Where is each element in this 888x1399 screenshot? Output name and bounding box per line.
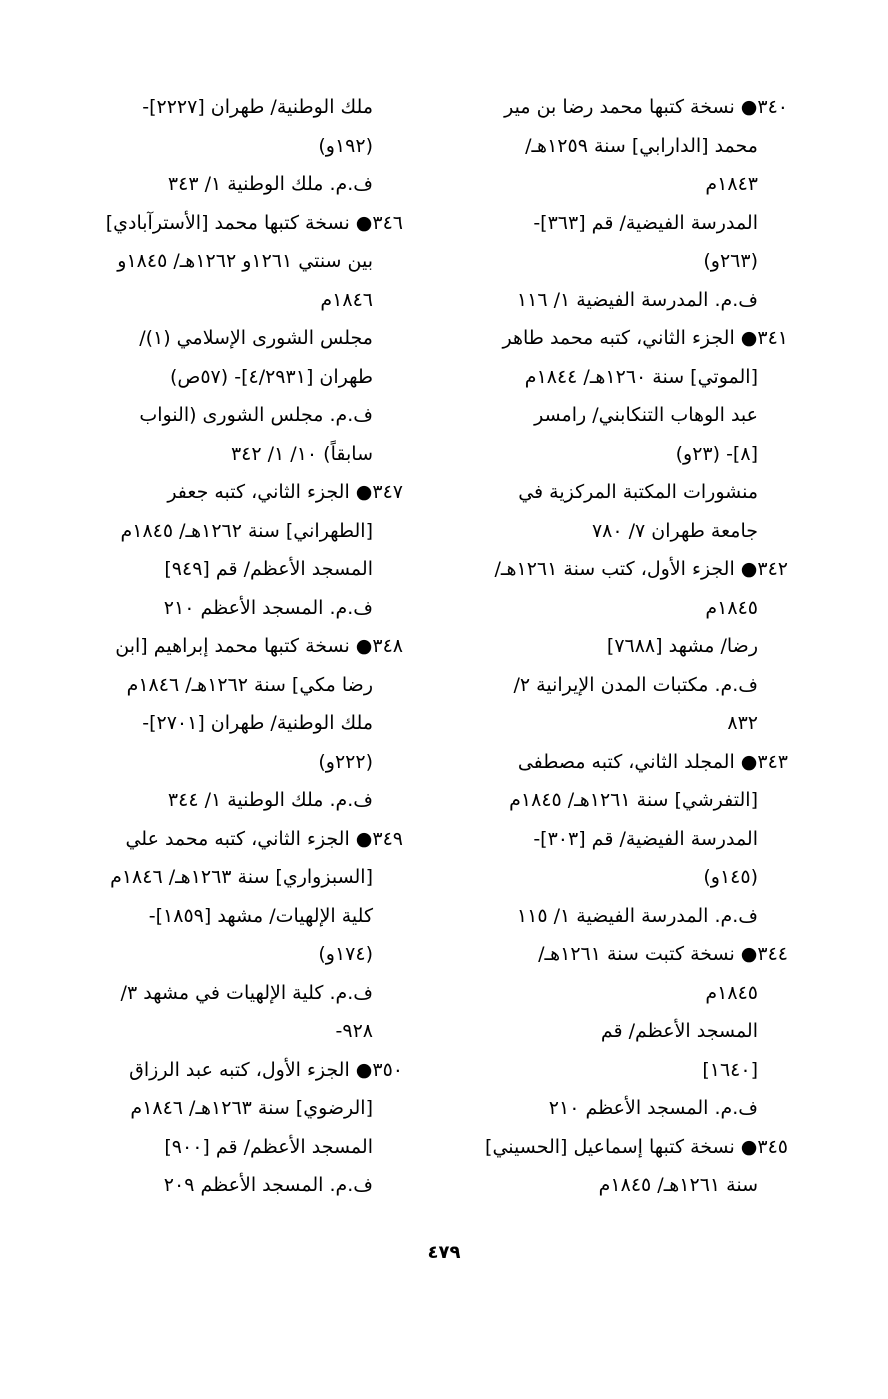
right-column [443,88,788,1205]
entry-line: المدرسة الفيضية/ قم [٣٦٣]- [533,211,758,234]
entry-line: [١٦٤٠] [702,1058,758,1081]
entry-line: ف.م. مجلس الشورى (النواب [139,404,373,426]
entry-line: [الرضوي] سنة ١٢٦٣هـ/ ١٨٤٦م [130,1097,373,1119]
entry-line: ١٨٤٥م [705,596,758,619]
entry-heading-line: ٣٤٥● نسخة كتبها إسماعيل [الحسيني] [485,1135,788,1158]
entry-line: كلية الإلهيات/ مشهد [١٨٥٩]- [148,904,373,927]
entry-line: [الطهراني] سنة ١٢٦٢هـ/ ١٨٤٥م [120,519,373,542]
entry-line: ١٨٤٣م [705,173,758,195]
entry-line: (١٧٤و) [318,943,373,965]
entry-line: المدرسة الفيضية/ قم [٣٠٣]- [533,827,758,850]
entry-line: المسجد الأعظم/ قم [600,1020,758,1042]
entry-heading-line: ٣٤٦● نسخة كتبها محمد [الأسترآبادي] [105,211,403,234]
entry-line: ٩٢٨- [335,1020,373,1042]
entry-line: ف.م. كلية الإلهيات في مشهد ٣/ [120,981,373,1004]
entry-line: ١٨٤٥م [705,981,758,1004]
entry-line: المسجد الأعظم/ قم [٩٤٩] [164,558,373,580]
reference-line: ف.م. المدرسة الفيضية ١/ ١١٥ [516,904,758,927]
entry-line: ملك الوطنية/ طهران [٢٢٢٧]- [142,96,373,118]
entry-line: مجلس الشورى الإسلامي (١)/ [139,327,373,349]
reference-line: ف.م. ملك الوطنية ١/ ٣٤٣ [167,173,373,195]
entry-line: (١٩٢و) [318,134,373,157]
entry-line: (٢٢٢و) [318,750,373,773]
entry-line: سنة ١٢٦١هـ/ ١٨٤٥م [598,1174,758,1196]
entry-heading-line: ٣٤٤● نسخة كتبت سنة ١٢٦١هـ/ [538,943,788,965]
reference-line: ف.م. المسجد الأعظم ٢١٠ [548,1097,758,1119]
entry-line: [السبزواري] سنة ١٢٦٣هـ/ ١٨٤٦م [110,866,373,888]
entry-line: رضا/ مشهد [٧٦٨٨] [606,635,758,657]
entry-line: بين سنتي ١٢٦١و ١٢٦٢هـ/ ١٨٤٥و [117,250,373,272]
entry-line: ٨٣٢ [727,712,758,734]
entry-line: عبد الوهاب التنكابني/ رامسر [534,404,758,426]
left-column [68,88,403,1205]
entry-line: (١٤٥و) [703,866,758,888]
entry-line: [٨]- (٢٣و) [675,442,758,465]
entry-heading-line: ٣٤٣● المجلد الثاني، كتبه مصطفى [517,750,788,773]
entry-line: المسجد الأعظم/ قم [٩٠٠] [164,1135,373,1158]
page-number: ٤٧٩ [427,1242,461,1263]
entry-line: [التفرشي] سنة ١٢٦١هـ/ ١٨٤٥م [509,789,758,811]
entry-line: جامعة طهران ٧/ ٧٨٠ [591,519,758,542]
reference-line: ف.م. ملك الوطنية ١/ ٣٤٤ [167,789,373,811]
entry-line: طهران [٤/٢٩٣١]- (٥٧ص) [169,365,373,388]
entry-line: ١٨٤٦م [320,288,373,311]
entry-line: محمد [الدارابي] سنة ١٢٥٩هـ/ [525,134,758,157]
reference-line: ف.م. المسجد الأعظم ٢١٠ [163,596,373,619]
entry-heading-line: ٣٤٨● نسخة كتبها محمد إبراهيم [ابن [115,635,403,657]
entry-heading-line: ٣٤٠● نسخة كتبها محمد رضا بن مير [504,96,788,118]
entry-line: ف.م. مكتبات المدن الإيرانية ٢/ [513,673,758,696]
entry-line: منشورات المكتبة المركزية في [518,481,758,503]
entry-heading-line: ٣٤٢● الجزء الأول، كتب سنة ١٢٦١هـ/ [494,558,788,580]
entry-heading-line: ٣٤٩● الجزء الثاني، كتبه محمد علي [125,827,403,850]
entry-heading-line: ٣٤١● الجزء الثاني، كتبه محمد طاهر [502,327,788,349]
entry-heading-line: ٣٤٧● الجزء الثاني، كتبه جعفر [167,481,403,503]
entry-line: ف.م. المسجد الأعظم ٢٠٩ [163,1174,373,1196]
entry-line: (٢٦٣و) [703,250,758,272]
entry-line: ملك الوطنية/ طهران [٢٧٠١]- [142,712,373,734]
entry-line: [الموتي] سنة ١٢٦٠هـ/ ١٨٤٤م [524,365,758,388]
entry-line: رضا مكي] سنة ١٢٦٢هـ/ ١٨٤٦م [126,673,373,696]
entry-heading-line: ٣٥٠● الجزء الأول، كتبه عبد الرزاق [129,1058,403,1081]
reference-line: ف.م. المدرسة الفيضية ١/ ١١٦ [516,288,758,311]
entry-line: سابقاً) ١٠/ ١/ ٣٤٢ [230,442,373,465]
